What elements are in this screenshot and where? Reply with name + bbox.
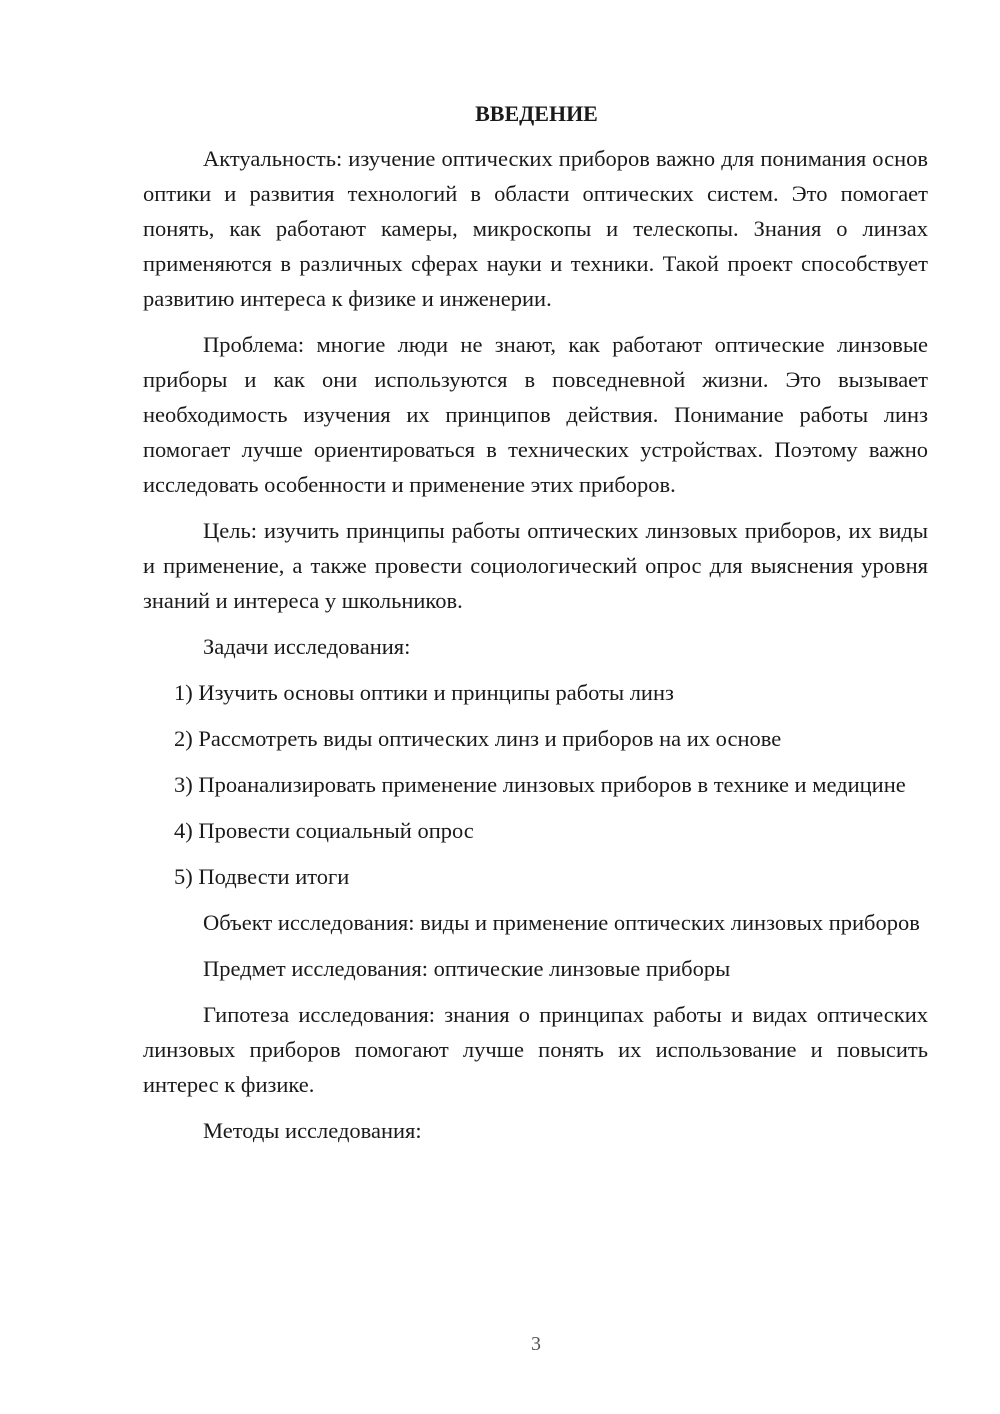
task-item-3: 3) Проанализировать применение линзовых приборов в технике и медицине [174, 772, 906, 797]
problem-paragraph: Проблема: многие люди не знают, как работают оптические линзовые приборы и как они используются в повседневной жизни. Это вызывает необходимость изучения их принципов действия. Понимание работы линз помогает лучше ориентироваться в технических устройствах. Поэтому важно исследовать особенности и применение этих приборов. [143, 332, 928, 497]
object-paragraph: Объект исследования: виды и применение оптических линзовых приборов [203, 910, 920, 935]
task-item-2: 2) Рассмотреть виды оптических линз и приборов на их основе [174, 726, 782, 751]
task-item-4: 4) Провести социальный опрос [174, 818, 474, 843]
relevance-paragraph: Актуальность: изучение оптических приборов важно для понимания основ оптики и развития технологий в области оптических систем. Это помогает понять, как работают камеры, микроскопы и телескопы. Знания о линзах применяются в различных сферах науки и техники. Такой проект способствует развитию интереса к физике и инженерии. [143, 146, 928, 311]
page-number: 3 [531, 1333, 541, 1355]
hypothesis-paragraph: Гипотеза исследования: знания о принципах работы и видах оптических линзовых приборов помогают лучше понять их использование и повысить интерес к физике. [143, 1002, 928, 1097]
task-item-1: 1) Изучить основы оптики и принципы работы линз [174, 680, 674, 705]
tasks-heading: Задачи исследования: [203, 634, 411, 659]
methods-heading: Методы исследования: [203, 1118, 422, 1143]
subject-paragraph: Предмет исследования: оптические линзовые приборы [203, 956, 731, 981]
goal-paragraph: Цель: изучить принципы работы оптических линзовых приборов, их виды и применение, а также провести социологический опрос для выяснения уровня знаний и интереса у школьников. [143, 518, 928, 613]
section-title: ВВЕДЕНИЕ [475, 101, 598, 126]
document-page [143, 96, 928, 1159]
task-item-5: 5) Подвести итоги [174, 864, 350, 889]
